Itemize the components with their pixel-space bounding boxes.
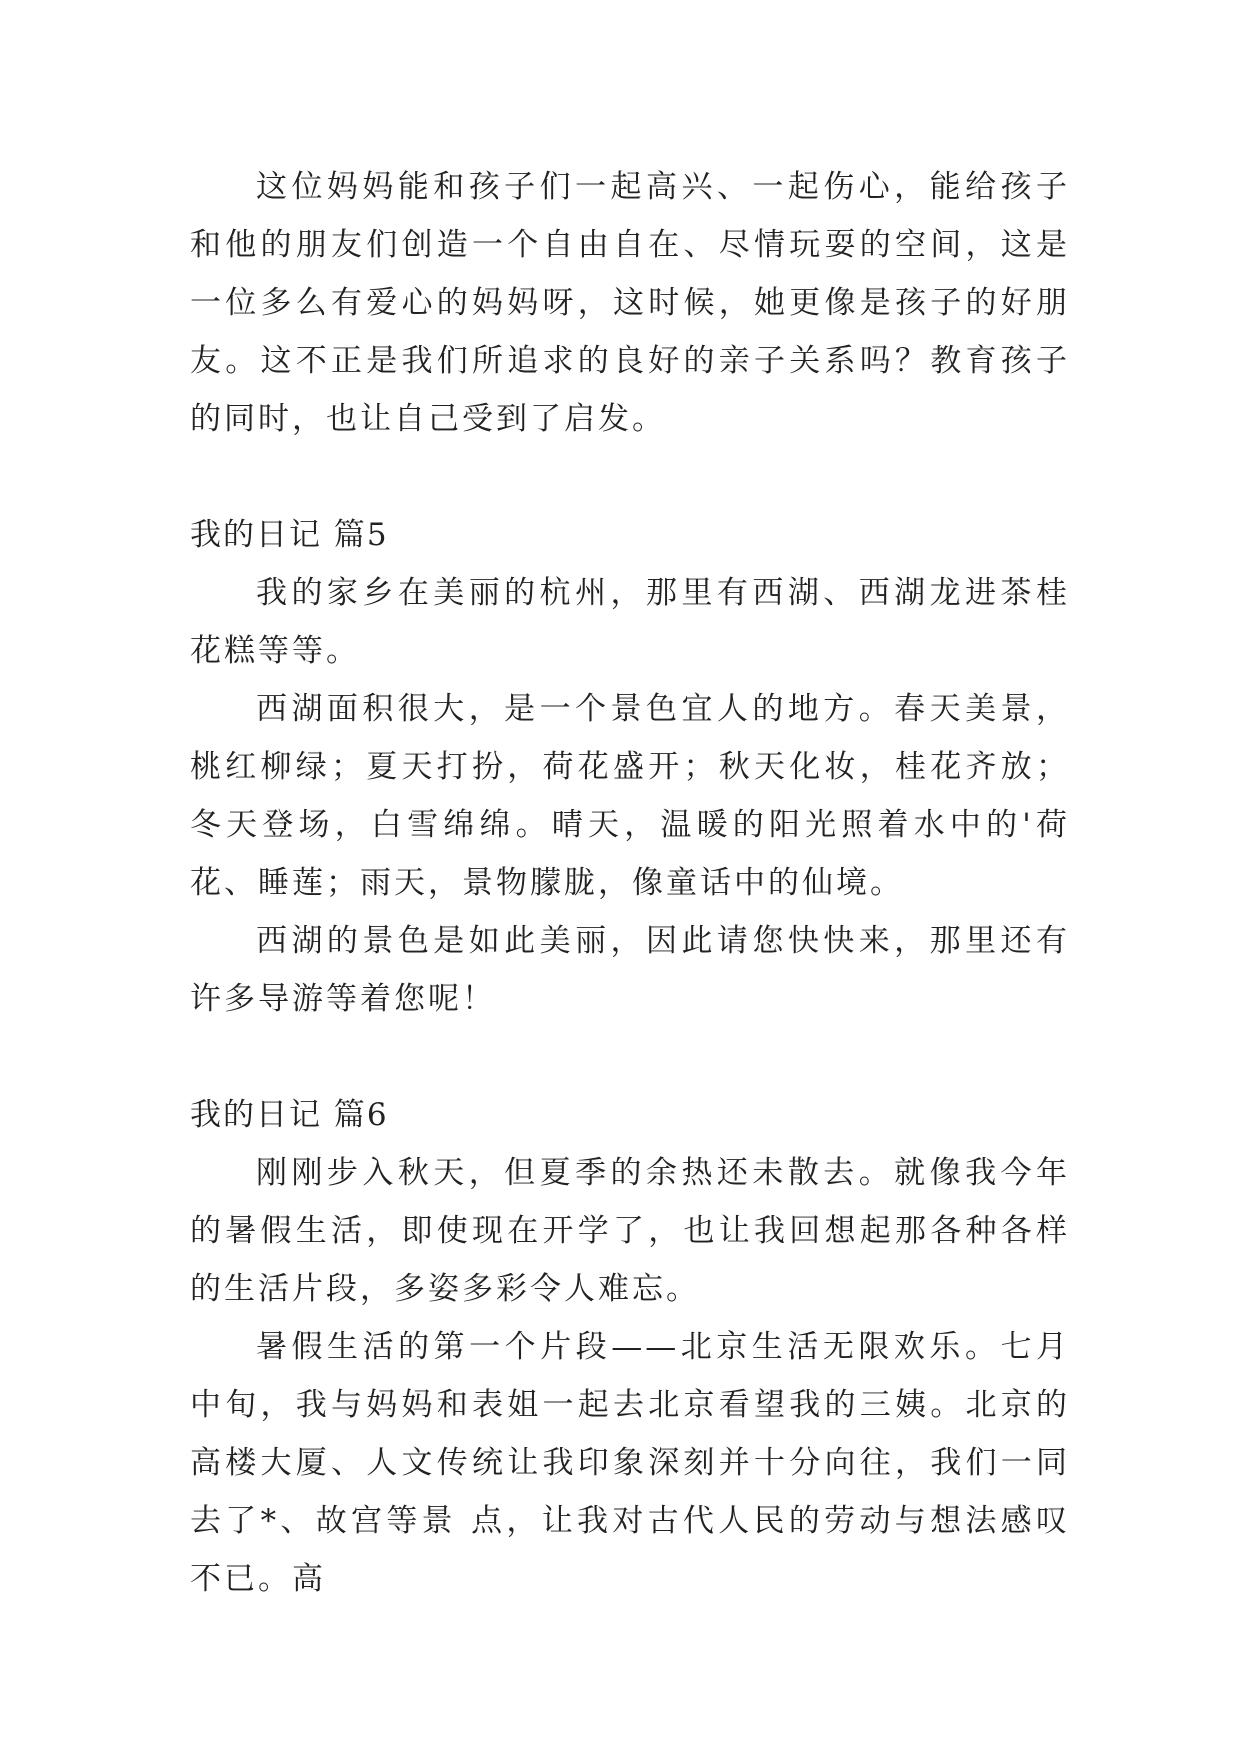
paragraph: 刚刚步入秋天，但夏季的余热还未散去。就像我今年的暑假生活，即使现在开学了，也让我回想起那各种各样的生活片段，多姿多彩令人难忘。 bbox=[190, 1155, 1070, 1307]
document-body bbox=[190, 158, 1070, 1608]
paragraph: 暑假生活的第一个片段——北京生活无限欢乐。七月中旬，我与妈妈和表姐一起去北京看望我的三姨。北京的高楼大厦、人文传统让我印象深刻并十分向往，我们一同去了*、故宫等景 点，让我对古代人民的劳动与想法感叹不已。高 bbox=[190, 1329, 1070, 1597]
paragraph: 西湖的景色是如此美丽，因此请您快快来，那里还有许多导游等着您呢！ bbox=[190, 923, 1070, 1017]
section-heading: 我的日记 篇6 bbox=[190, 1097, 389, 1133]
paragraph: 这位妈妈能和孩子们一起高兴、一起伤心，能给孩子和他的朋友们创造一个自由自在、尽情玩耍的空间，这是一位多么有爱心的妈妈呀，这时候，她更像是孩子的好朋友。这不正是我们所追求的良好的亲子关系吗？教育孩子的同时，也让自己受到了启发。 bbox=[190, 169, 1070, 437]
paragraph: 西湖面积很大，是一个景色宜人的地方。春天美景，桃红柳绿；夏天打扮，荷花盛开；秋天化妆，桂花齐放；冬天登场，白雪绵绵。晴天，温暖的阳光照着水中的'荷花、睡莲；雨天，景物朦胧，像童话中的仙境。 bbox=[190, 691, 1070, 901]
paragraph: 我的家乡在美丽的杭州，那里有西湖、西湖龙进茶桂花糕等等。 bbox=[190, 575, 1070, 669]
section-heading: 我的日记 篇5 bbox=[190, 517, 389, 553]
